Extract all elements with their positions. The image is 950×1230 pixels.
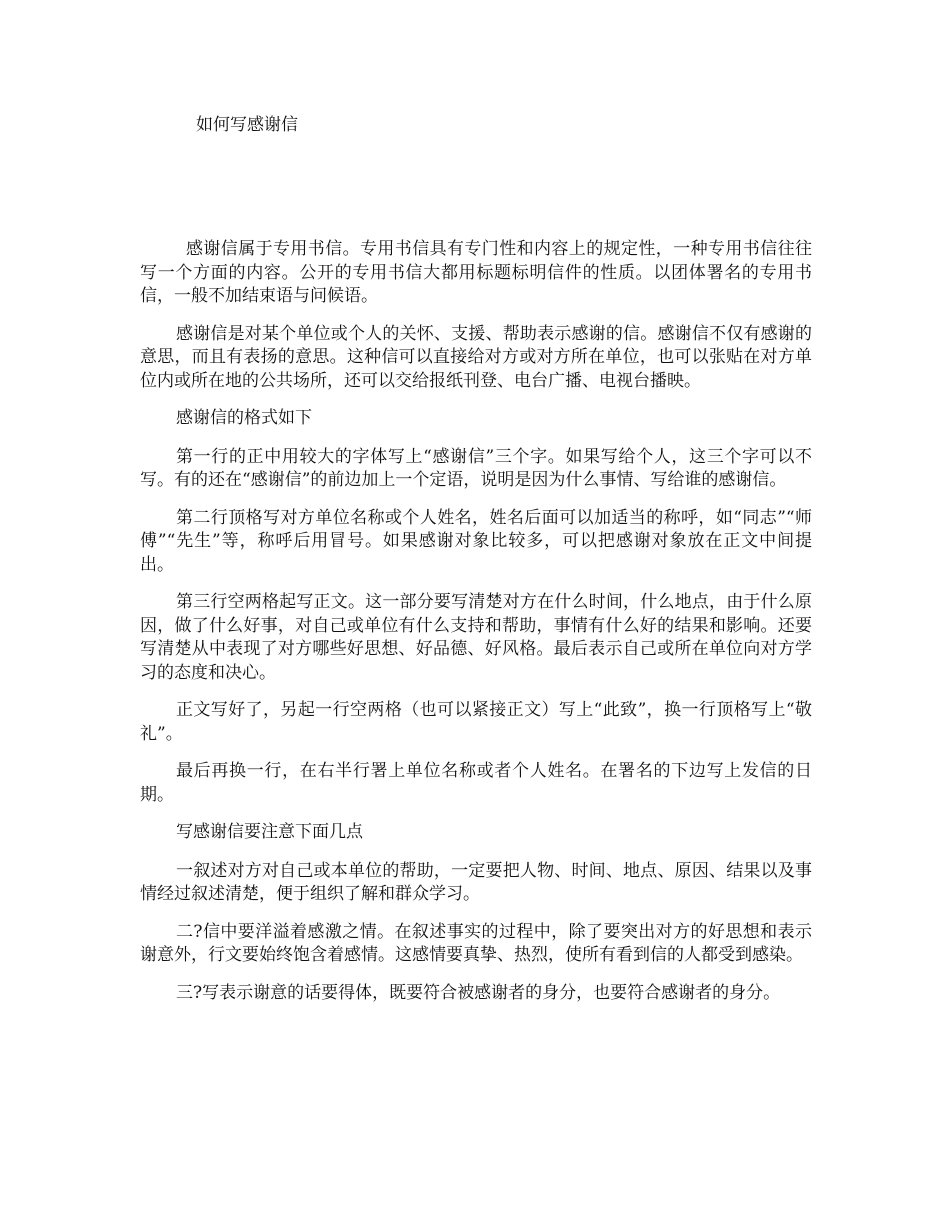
- section-heading-format: 感谢信的格式如下: [176, 408, 312, 428]
- paragraph-closing: 正文写好了，另起一行空两格（也可以紧接正文）写上“此致”，换一行顶格写上“敬礼”。: [140, 700, 812, 744]
- paragraph-third-line: 第三行空两格起写正文。这一部分要写清楚对方在什么时间，什么地点，由于什么原因，做了什么好事，对自己或单位有什么支持和帮助，事情有什么好的结果和影响。还要写清楚从中表现了对方哪些好思想、好品德、好风格。最后表示自己或所在单位向对方学习的态度和决心。: [140, 592, 812, 683]
- section-heading-notes: 写感谢信要注意下面几点: [176, 822, 363, 842]
- paragraph-intro: 感谢信属于专用书信。专用书信具有专门性和内容上的规定性，一种专用书信往往写一个方面的内容。公开的专用书信大都用标题标明信件的性质。以团体署名的专用书信，一般不加结束语与问候语。: [140, 239, 812, 306]
- paragraph-note-three: 三?写表示谢意的话要得体，既要符合被感谢者的身分，也要符合感谢者的身分。: [176, 982, 781, 1003]
- paragraph-note-one: 一叙述对方对自己或本单位的帮助，一定要把人物、时间、地点、原因、结果以及事情经过叙述清楚，便于组织了解和群众学习。: [140, 860, 812, 904]
- document-body: [140, 238, 812, 1019]
- document-title: 如何写感谢信: [196, 115, 298, 135]
- paragraph-second-line: 第二行顶格写对方单位名称或个人姓名，姓名后面可以加适当的称呼，如“同志”“师傅”“先生”等，称呼后用冒号。如果感谢对象比较多，可以把感谢对象放在正文中间提出。: [140, 507, 812, 575]
- paragraph-note-two: 二?信中要洋溢着感激之情。在叙述事实的过程中，除了要突出对方的好思想和表示谢意外，行文要始终饱含着感情。这感情要真挚、热烈，使所有看到信的人都受到感染。: [140, 921, 812, 965]
- paragraph-first-line: 第一行的正中用较大的字体写上“感谢信”三个字。如果写给个人，这三个字可以不写。有的还在“感谢信”的前边加上一个定语，说明是因为什么事情、写给谁的感谢信。: [140, 446, 812, 490]
- paragraph-signature: 最后再换一行，在右半行署上单位名称或者个人姓名。在署名的下边写上发信的日期。: [140, 761, 812, 805]
- paragraph-definition: 感谢信是对某个单位或个人的关怀、支援、帮助表示感谢的信。感谢信不仅有感谢的意思，而且有表扬的意思。这种信可以直接给对方或对方所在单位，也可以张贴在对方单位内或所在地的公共场所，还可以交给报纸刊登、电台广播、电视台播映。: [140, 323, 812, 391]
